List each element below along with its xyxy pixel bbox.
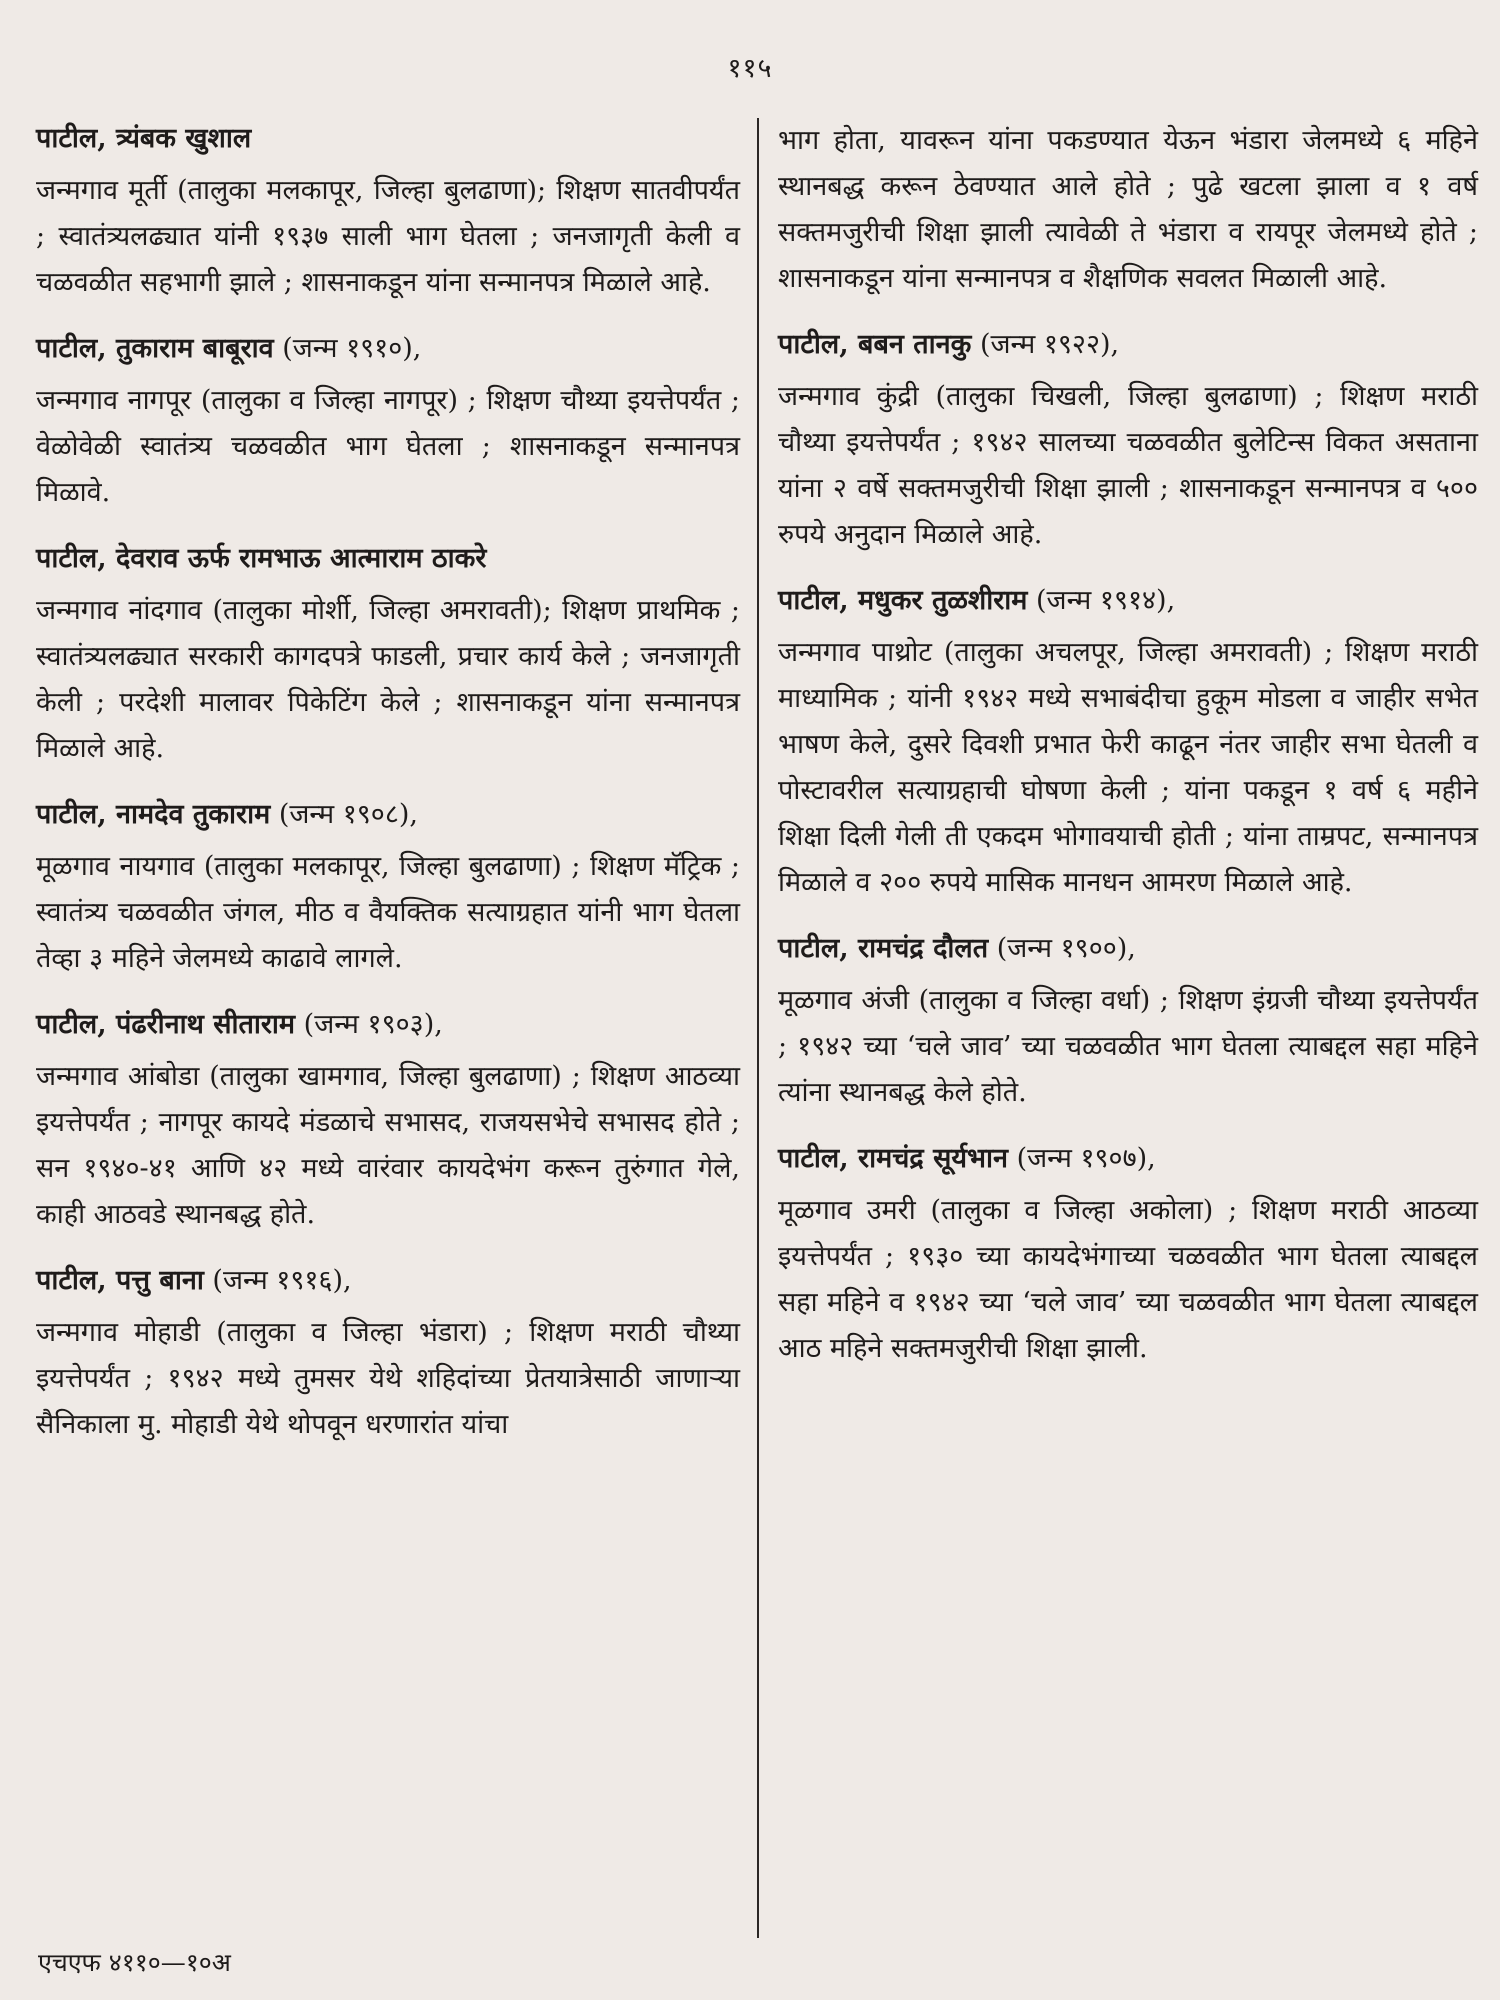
- entry-heading: [36, 328, 740, 370]
- footer-code: एचएफ ४११०—१०अ: [38, 1948, 231, 1977]
- entry-text: जन्मगाव मूर्ती (तालुका मलकापूर, जिल्हा बुलढाणा); शिक्षण सातवीपर्यंत ; स्वातंत्र्यलढ्यात यांनी १९३७ साली भाग घेतला ; जनजागृती केली व चळवळीत सहभागी झाले ; शासनाकडून यांना सन्मानपत्र मिळाले आहे.: [36, 175, 740, 298]
- entry: [36, 794, 740, 982]
- left-column: [36, 118, 740, 1470]
- entry-text: जन्मगाव पाथ्रोट (तालुका अचलपूर, जिल्हा अमरावती) ; शिक्षण मराठी माध्यामिक ; यांनी १९४२ मध्ये सभाबंदीचा हुकूम मोडला व जाहीर सभेत भाषण केले, दुसरे दिवशी प्रभात फेरी काढून नंतर जाहीर सभा घेतली व पोस्टावरील सत्याग्रहाची घोषणा केली ; यांना पकडून १ वर्ष ६ महीने शिक्षा दिली गेली ती एकदम भोगावयाची होती ; यांना ताम्रपट, सन्मानपत्र मिळाले व २०० रुपये मासिक मानधन आमरण मिळाले आहे.: [778, 637, 1478, 898]
- entry-birth: (जन्म १९१४),: [1036, 585, 1176, 616]
- entry: [36, 538, 740, 772]
- entry-text: जन्मगाव नागपूर (तालुका व जिल्हा नागपूर) ; शिक्षण चौथ्या इयत्तेपर्यंत ; वेळोवेळी स्वातंत्र्य चळवळीत भाग घेतला ; शासनाकडून सन्मानपत्र मिळावे.: [36, 385, 740, 508]
- entry-text: मूळगाव नायगाव (तालुका मलकापूर, जिल्हा बुलढाणा) ; शिक्षण मॅट्रिक ; स्वातंत्र्य चळवळीत जंगल, मीठ व वैयक्तिक सत्याग्रहात यांनी भाग घेतला तेव्हा ३ महिने जेलमध्ये काढावे लागले.: [36, 851, 740, 974]
- entry-name: पाटील, देवराव ऊर्फ रामभाऊ आत्माराम ठाकरे: [36, 543, 487, 574]
- entry-text: भाग होता, यावरून यांना पकडण्यात येऊन भंडारा जेलमध्ये ६ महिने स्थानबद्ध करून ठेवण्यात आले होते ; पुढे खटला झाला व १ वर्ष सक्तमजुरीची शिक्षा झाली त्यावेळी ते भंडारा व रायपूर जेलमध्ये होते ; शासनाकडून यांना सन्मानपत्र व शैक्षणिक सवलत मिळाली आहे.: [778, 125, 1478, 294]
- entry-text: मूळगाव उमरी (तालुका व जिल्हा अकोला) ; शिक्षण मराठी आठव्या इयत्तेपर्यंत ; १९३० च्या कायदेभंगाच्या चळवळीत भाग घेतला त्याबद्दल सहा महिने व १९४२ च्या ‘चले जाव’ च्या चळवळीत भाग घेतला त्याबद्दल आठ महिने सक्तमजुरीची शिक्षा झाली.: [778, 1195, 1478, 1364]
- column-divider: [757, 118, 759, 1938]
- entry-birth: (जन्म १९०८),: [278, 799, 418, 830]
- right-column: [778, 118, 1478, 1394]
- entry-continuation: [778, 118, 1478, 302]
- entry-heading: [778, 324, 1478, 366]
- entry: [778, 324, 1478, 558]
- entry-text: जन्मगाव आंबोडा (तालुका खामगाव, जिल्हा बुलढाणा) ; शिक्षण आठव्या इयत्तेपर्यंत ; नागपूर कायदे मंडळाचे सभासद, राजयसभेचे सभासद होते ; सन १९४०-४१ आणि ४२ मध्ये वारंवार कायदेभंग करून तुरुंगात गेले, काही आठवडे स्थानबद्ध होते.: [36, 1061, 740, 1230]
- entry-name: पाटील, मधुकर तुळशीराम: [778, 585, 1028, 616]
- entry-text: मूळगाव अंजी (तालुका व जिल्हा वर्धा) ; शिक्षण इंग्रजी चौथ्या इयत्तेपर्यंत ; १९४२ च्या ‘चले जाव’ च्या चळवळीत भाग घेतला त्याबद्दल सहा महिने त्यांना स्थानबद्ध केले होते.: [778, 985, 1478, 1108]
- entry-heading: [36, 1260, 740, 1302]
- entry-heading: [778, 1138, 1478, 1180]
- entry: [778, 1138, 1478, 1372]
- entry-birth: (जन्म १९००),: [996, 933, 1136, 964]
- entry-name: पाटील, बबन तानकु: [778, 329, 972, 360]
- entry-birth: (जन्म १९०३),: [303, 1009, 443, 1040]
- entry-heading: [778, 580, 1478, 622]
- entry-name: पाटील, पंढरीनाथ सीताराम: [36, 1009, 296, 1040]
- entry: [778, 928, 1478, 1116]
- entry-heading: [778, 928, 1478, 970]
- entry: [36, 1260, 740, 1448]
- entry-name: पाटील, नामदेव तुकाराम: [36, 799, 271, 830]
- entry-heading: [36, 538, 740, 580]
- entry-name: पाटील, पत्तु बाना: [36, 1265, 204, 1296]
- entry-name: पाटील, त्र्यंबक खुशाल: [36, 123, 252, 154]
- entry-text: जन्मगाव कुंद्री (तालुका चिखली, जिल्हा बुलढाणा) ; शिक्षण मराठी चौथ्या इयत्तेपर्यंत ; १९४२ सालच्या चळवळीत बुलेटिन्स विकत असताना यांना २ वर्षे सक्तमजुरीची शिक्षा झाली ; शासनाकडून सन्मानपत्र व ५०० रुपये अनुदान मिळाले आहे.: [778, 381, 1478, 550]
- entry-birth: (जन्म १९१०),: [282, 333, 422, 364]
- entry-name: पाटील, रामचंद्र सूर्यभान: [778, 1143, 1008, 1174]
- entry-name: पाटील, रामचंद्र दौलत: [778, 933, 989, 964]
- entry-birth: (जन्म १९१६),: [212, 1265, 352, 1296]
- entry-heading: [36, 794, 740, 836]
- entry: [36, 1004, 740, 1238]
- entry: [778, 580, 1478, 906]
- entry: [36, 118, 740, 306]
- entry-text: जन्मगाव नांदगाव (तालुका मोर्शी, जिल्हा अमरावती); शिक्षण प्राथमिक ; स्वातंत्र्यलढ्यात सरकारी कागदपत्रे फाडली, प्रचार कार्य केले ; जनजागृती केली ; परदेशी मालावर पिकेटिंग केले ; शासनाकडून यांना सन्मानपत्र मिळाले आहे.: [36, 595, 740, 764]
- entry-birth: (जन्म १९२२),: [979, 329, 1120, 360]
- entry-heading: [36, 118, 740, 160]
- entry-heading: [36, 1004, 740, 1046]
- entry: [36, 328, 740, 516]
- entry-birth: (जन्म १९०७),: [1016, 1143, 1156, 1174]
- page-number: ११५: [727, 53, 773, 84]
- entry-text: जन्मगाव मोहाडी (तालुका व जिल्हा भंडारा) ; शिक्षण मराठी चौथ्या इयत्तेपर्यंत ; १९४२ मध्ये तुमसर येथे शहिदांच्या प्रेतयात्रेसाठी जाणाऱ्या सैनिकाला मु. मोहाडी येथे थोपवून धरणारांत यांचा: [36, 1317, 740, 1440]
- entry-name: पाटील, तुकाराम बाबूराव: [36, 333, 274, 364]
